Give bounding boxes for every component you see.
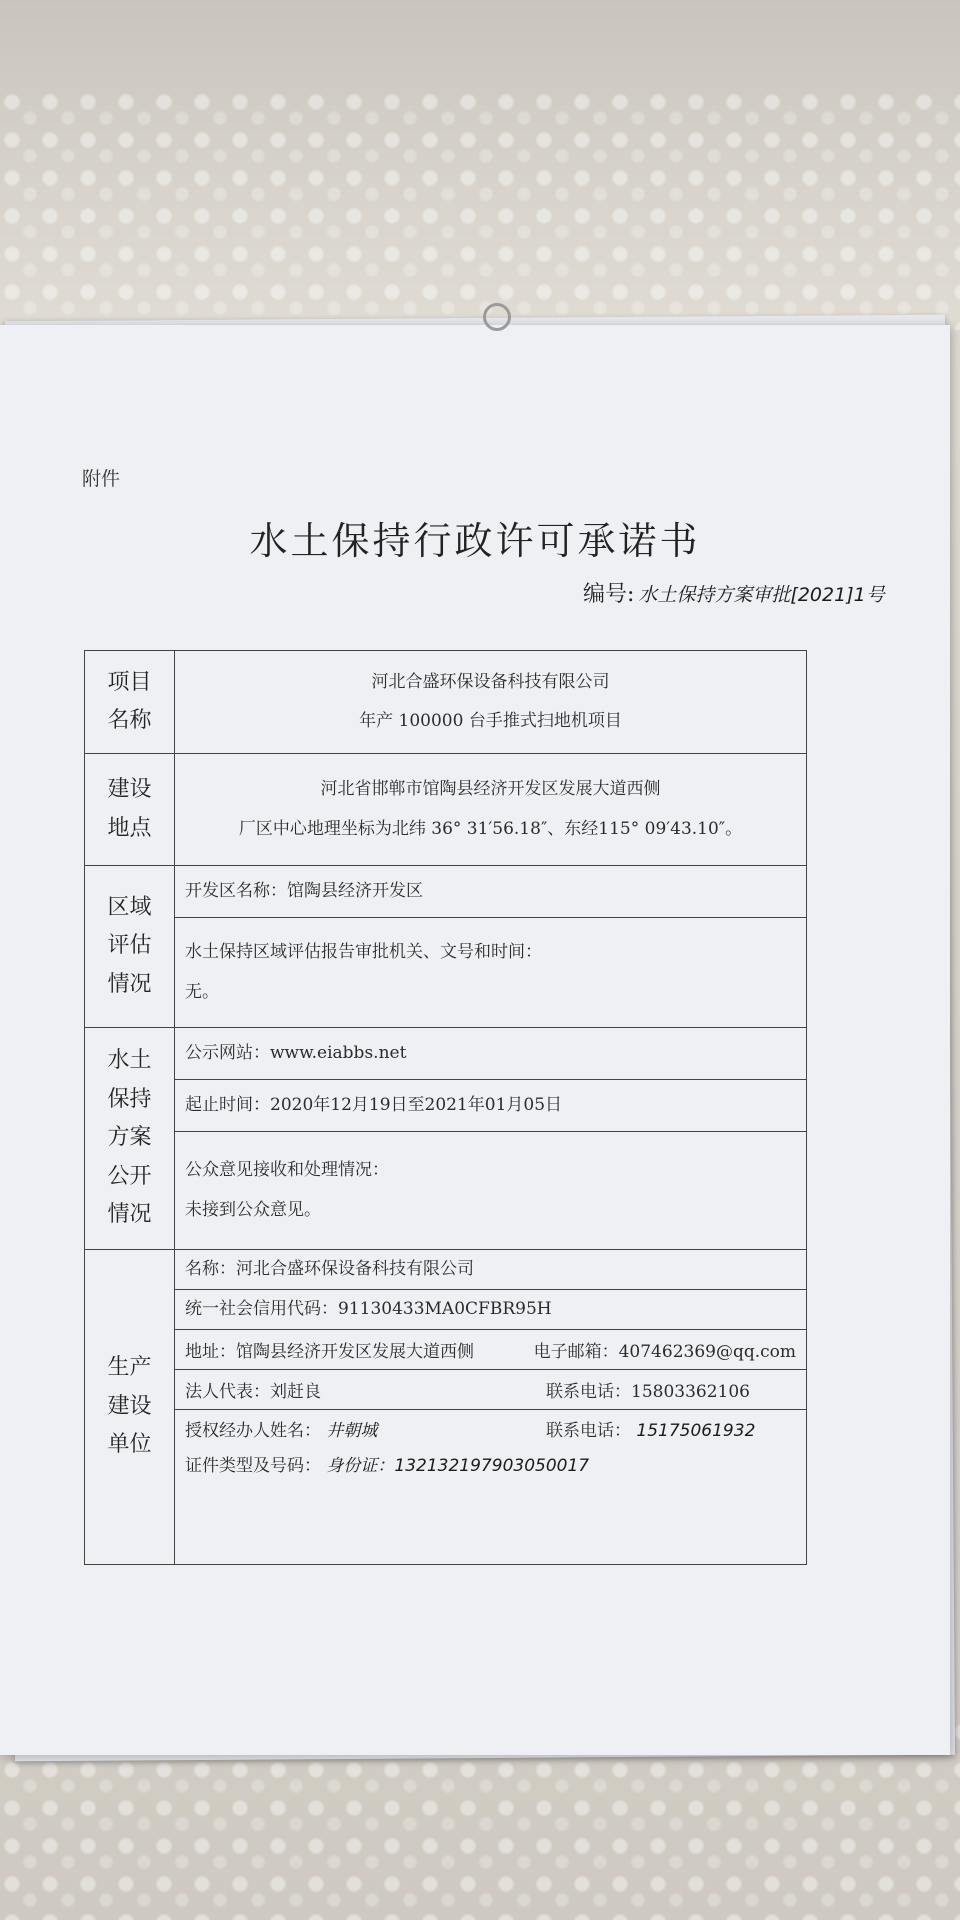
unit-row-5 [85, 1410, 807, 1565]
publicity-row-3 [85, 1132, 807, 1250]
unit-legal-cell [175, 1370, 807, 1410]
regional-report-value: 无。 [185, 981, 219, 1002]
agent-name: 井朝城 [326, 1421, 378, 1442]
regional-row-1 [85, 866, 807, 918]
unit-name-cell [175, 1250, 807, 1290]
unit-email: 电子邮箱：407462369@qq.com [533, 1342, 796, 1363]
regional-report-heading: 水土保持区域评估报告审批机关、文号和时间： [185, 942, 542, 963]
regional-label: 区域 评估 情况 [85, 866, 175, 1028]
number-label: 编号: [583, 582, 635, 607]
unit-credit-cell [175, 1290, 807, 1330]
commitment-form-table [84, 650, 807, 1565]
publicity-period-cell [175, 1080, 807, 1132]
site-coordinates: 厂区中心地理坐标为北纬 36° 31′56.18″、东经115° 09′43.10″。 [238, 818, 743, 839]
site-label: 建设 地点 [85, 754, 175, 866]
unit-address-cell [175, 1330, 807, 1370]
publicity-opinion-value: 未接到公众意见。 [185, 1199, 321, 1220]
id-value: 身份证：132132197903050017 [326, 1456, 590, 1477]
unit-row-3 [85, 1330, 807, 1370]
agent-phone: 15175061932 [636, 1421, 756, 1442]
project-label: 项目 名称 [85, 651, 175, 754]
document-number [583, 577, 885, 608]
unit-row-4 [85, 1370, 807, 1410]
site-row [85, 754, 807, 866]
project-row [85, 651, 807, 754]
id-label: 证件类型及号码： [185, 1456, 321, 1477]
bubble-wrap-top [0, 90, 960, 330]
unit-agent-cell [175, 1410, 807, 1565]
appendix-label: 附件 [82, 468, 121, 490]
document-title: 水土保持行政许可承诺书 [249, 519, 701, 563]
number-value: 水土保持方案审批[2021]1号 [638, 584, 885, 606]
publicity-opinion-cell [175, 1132, 807, 1250]
publicity-opinion-heading: 公众意见接收和处理情况： [185, 1160, 389, 1181]
regional-zone: 开发区名称：馆陶县经济开发区 [185, 880, 423, 901]
regional-row-2 [85, 918, 807, 1028]
agent-label: 授权经办人姓名： [185, 1421, 321, 1442]
unit-address: 地址：馆陶县经济开发区发展大道西侧 [185, 1342, 474, 1363]
regional-report-cell [175, 918, 807, 1028]
project-company: 河北合盛环保设备科技有限公司 [371, 671, 610, 692]
publicity-row-2 [85, 1080, 807, 1132]
unit-label: 生产 建设 单位 [85, 1250, 175, 1565]
paper-clip-icon [483, 303, 511, 331]
publicity-website: 公示网站：www.eiabbs.net [185, 1042, 407, 1063]
unit-row-2 [85, 1290, 807, 1330]
publicity-period: 起止时间：2020年12月19日至2021年01月05日 [185, 1094, 563, 1115]
project-cell [175, 651, 807, 754]
publicity-label: 水土 保持 方案 公开 情况 [85, 1028, 175, 1250]
regional-zone-cell [175, 866, 807, 918]
project-name: 年产 100000 台手推式扫地机项目 [359, 711, 622, 731]
agent-phone-label: 联系电话： [546, 1421, 631, 1442]
publicity-website-cell [175, 1028, 807, 1080]
site-address: 河北省邯郸市馆陶县经济开发区发展大道西侧 [320, 779, 661, 800]
unit-legal-rep: 法人代表：刘赶良 [185, 1382, 321, 1403]
site-cell [175, 754, 807, 866]
unit-row-1 [85, 1250, 807, 1290]
unit-credit-code: 统一社会信用代码：91130433MA0CFBR95H [185, 1299, 552, 1320]
unit-legal-phone: 联系电话：15803362106 [546, 1382, 750, 1403]
publicity-row-1 [85, 1028, 807, 1080]
unit-name: 名称：河北合盛环保设备科技有限公司 [185, 1259, 474, 1279]
